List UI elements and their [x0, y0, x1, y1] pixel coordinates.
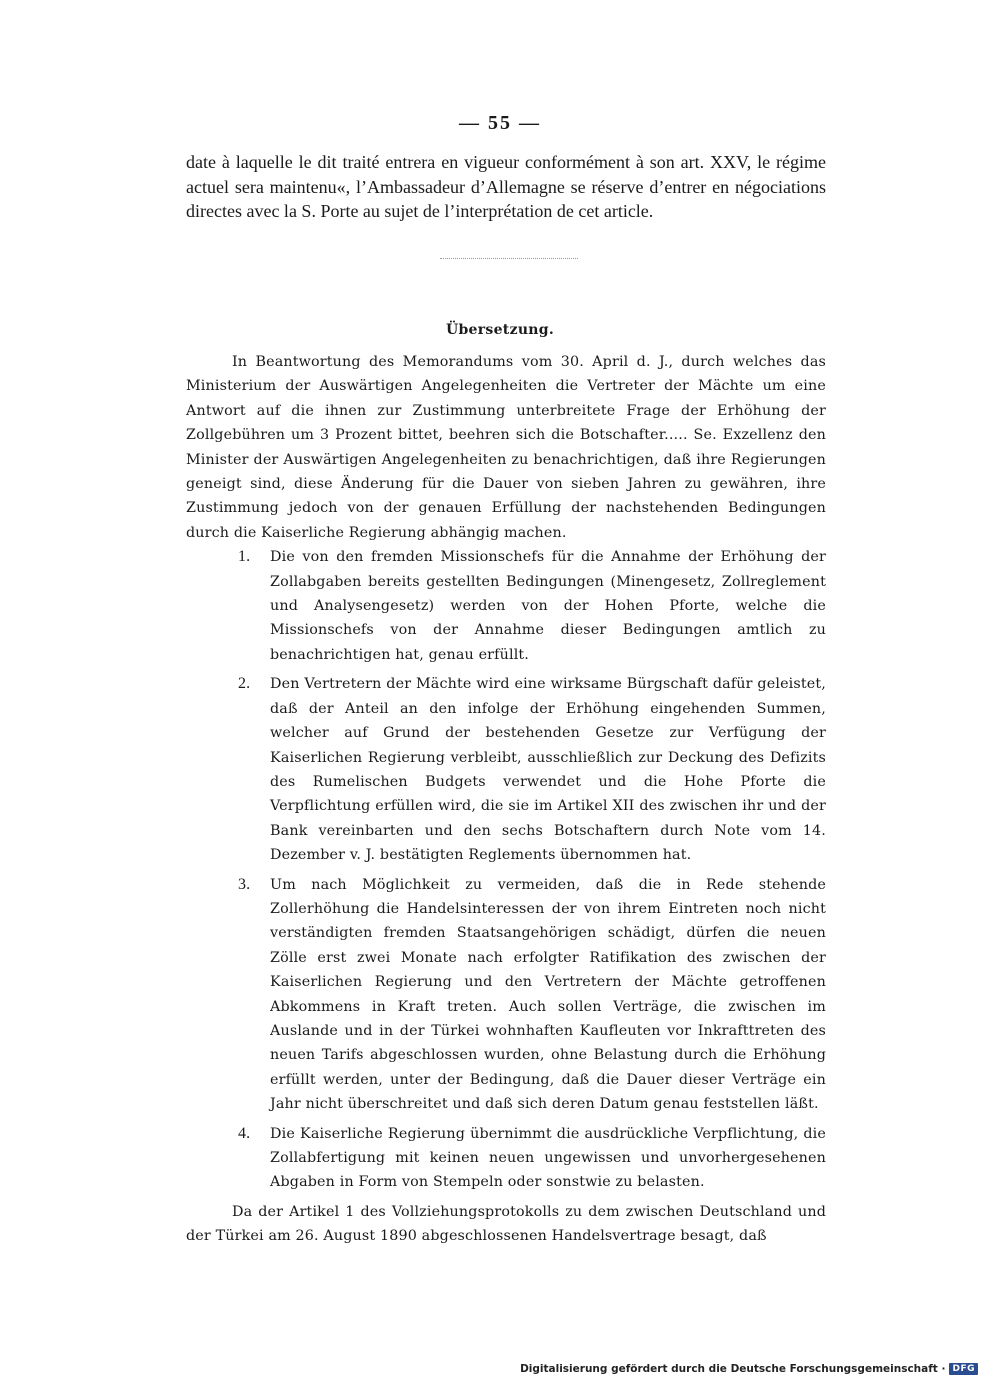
list-item-number: 1. — [238, 548, 251, 566]
list-item-number: 4. — [238, 1124, 251, 1142]
list-item — [186, 545, 826, 667]
footer-text: Digitalisierung gefördert durch die Deutsche Forschungsgemeinschaft · — [520, 1363, 946, 1375]
dfg-logo-icon: DFG — [949, 1363, 978, 1375]
list-item-text: Den Vertretern der Mächte wird eine wirksame Bürgschaft dafür geleistet, daß der Anteil an den infolge der Erhöhung eingehenden Summen, welcher auf Grund der bestehenden Gesetze zur Verfügung der Kaiserlichen Regierung verbleibt, ausschließlich zur Deckung des Defizits des Rumelischen Budgets verwendet und die Hohe Pforte die Verpflichtung erfüllen wird, die sie im Artikel XII des zwischen ihr und der Bank vereinbarten und den sechs Botschaftern durch Note vom 14. Dezember v. J. bestätigten Reglements übernommen hat. — [270, 676, 826, 864]
list-item — [186, 873, 826, 1117]
french-text-block — [186, 150, 826, 224]
list-item — [186, 672, 826, 867]
list-item-text: Die von den fremden Missionschefs für die Annahme der Erhöhung der Zollabgaben bereits gestellten Bedingungen (Minengesetz, Zollreglement und Analysengesetz) werden von der Hohen Pforte, welche die Missionschefs von der Annahme dieser Bedingungen amtlich zu benachrichtigen hat, genau erfüllt. — [270, 549, 826, 663]
translation-heading: Übersetzung. — [445, 322, 555, 338]
list-item-number: 3. — [238, 875, 251, 893]
german-text-block — [186, 350, 826, 1249]
page-number: — 55 — — [459, 112, 541, 134]
german-closing-paragraph: Da der Artikel 1 des Vollziehungsprotokolls zu dem zwischen Deutschland und der Türkei am 26. August 1890 abgeschlossenen Handelsvertrage besagt, daß — [186, 1203, 826, 1245]
french-paragraph: date à laquelle le dit traité entrera en vigueur conformément à son art. XXV, le régime actuel sera maintenu«, l’Ambassadeur d’Allemagne se réserve d’entrer en négociations directes avec la S. Porte au sujet de l’interprétation de cet article. — [186, 152, 826, 221]
conditions-list — [186, 545, 826, 1195]
list-item-text: Die Kaiserliche Regierung übernimmt die ausdrückliche Verpflichtung, die Zollabfertigung mit keinen neuen ungewissen und unvorhergesehenen Abgaben in Form von Stempeln oder sonstwie zu belasten. — [270, 1125, 826, 1191]
list-item-number: 2. — [238, 675, 251, 693]
section-divider — [440, 258, 578, 259]
digitization-footer — [520, 1363, 978, 1375]
german-intro-paragraph: In Beantwortung des Memorandums vom 30. April d. J., durch welches das Ministerium der Auswärtigen Angelegenheiten die Vertreter der Mächte um eine Antwort auf die ihnen zur Zustimmung unterbreitete Frage der Erhöhung der Zollgebühren um 3 Prozent bittet, beehren sich die Botschafter..... Se. Exzellenz den Minister der Auswärtigen Angelegenheiten zu benachrichtigen, daß ihre Regierungen geneigt sind, diese Änderung für die Dauer von sieben Jahren zu gewähren, ihre Zustimmung jedoch von der genauen Erfüllung der nachstehenden Bedingungen durch die Kaiserliche Regierung abhängig machen. — [186, 354, 826, 541]
list-item-text: Um nach Möglichkeit zu vermeiden, daß die in Rede stehende Zollerhöhung die Handelsinteressen der von ihrem Eintreten noch nicht verständigten fremden Staatsangehörigen schädigt, dürfen die neuen Zölle erst zwei Monate nach erfolgter Ratifikation des zwischen der Kaiserlichen Regierung und den Vertretern der Mächte getroffenen Abkommens in Kraft treten. Auch sollen Verträge, die zwischen im Auslande und in der Türkei wohnhaften Kaufleuten vor Inkrafttreten des neuen Tarifs abgeschlossen wurden, ohne Belastung durch die Erhöhung erfüllt werden, unter der Bedingung, daß die Dauer dieser Verträge ein Jahr nicht überschreitet und daß sich deren Datum genau feststellen läßt. — [270, 876, 826, 1113]
list-item — [186, 1122, 826, 1195]
